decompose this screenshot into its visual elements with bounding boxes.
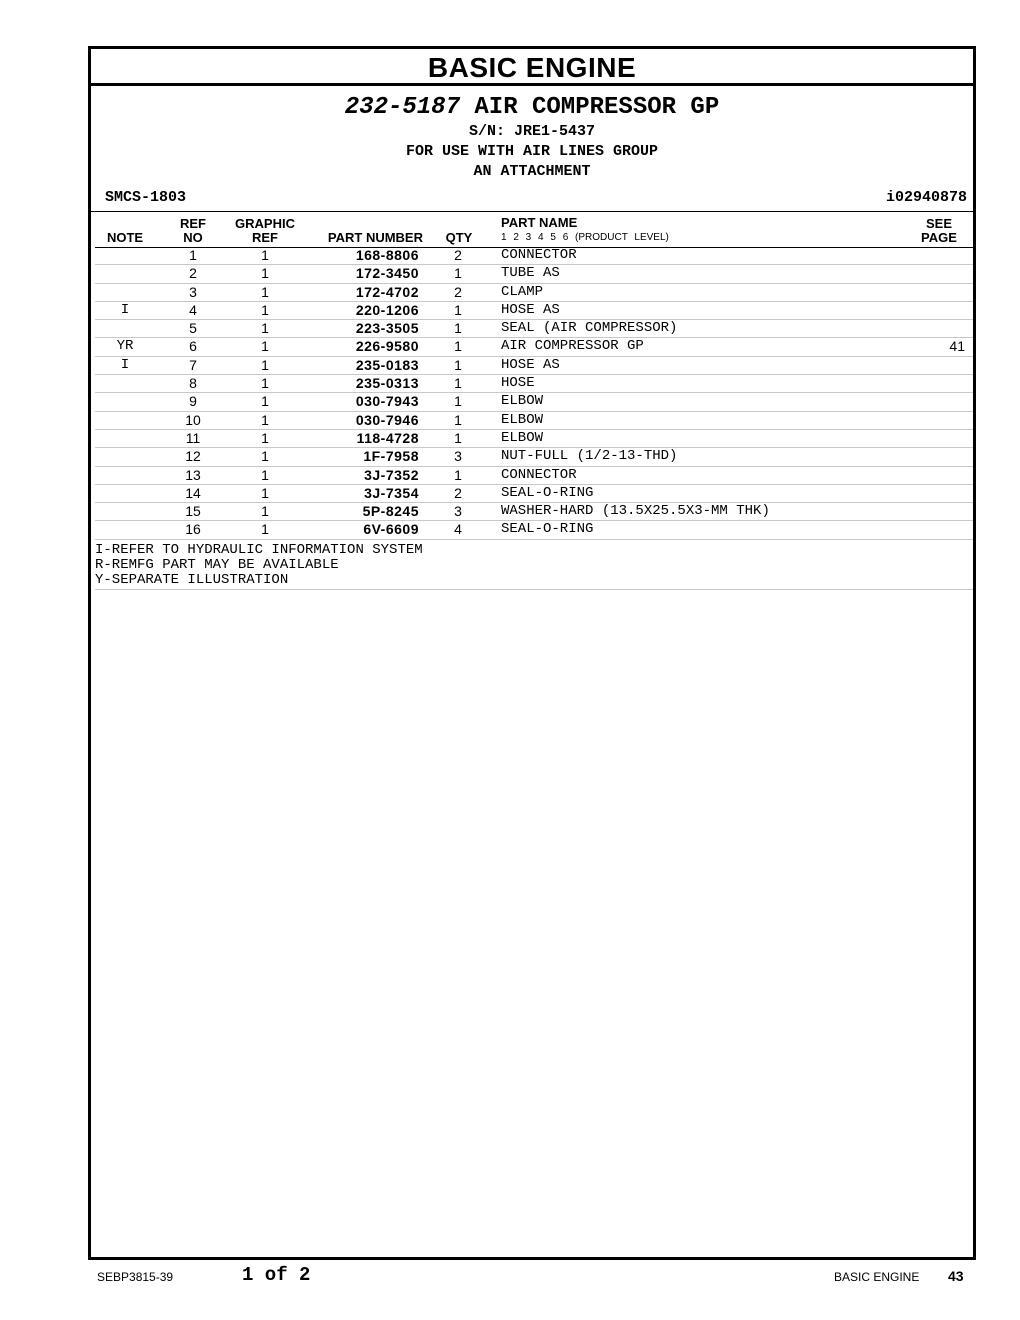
row-graphic-ref: 1 (261, 393, 269, 410)
illustration-id: i02940878 (885, 189, 967, 206)
row-qty: 3 (454, 503, 462, 520)
row-graphic-ref: 1 (261, 429, 269, 446)
parts-page-frame (88, 46, 976, 1260)
row-qty: 1 (454, 411, 462, 428)
row-part-number: 3J-7352 (364, 466, 419, 483)
table-row (95, 430, 973, 448)
group-title (91, 94, 973, 122)
row-part-name: CONNECTOR (501, 247, 577, 263)
use-line: FOR USE WITH AIR LINES GROUP (405, 143, 659, 160)
row-qty: 1 (454, 375, 462, 392)
row-ref-no: 13 (185, 466, 201, 483)
row-part-name: SEAL-O-RING (501, 484, 594, 501)
row-ref-no: 5 (189, 320, 197, 337)
col-note: NOTE (106, 230, 144, 245)
row-part-number: 172-3450 (355, 265, 419, 282)
row-part-name: ELBOW (501, 411, 544, 428)
group-part-number: 232-5187 (344, 94, 460, 121)
footer-doc-id: SEBP3815-39 (97, 1270, 174, 1284)
row-part-number: 220-1206 (355, 301, 419, 318)
row-graphic-ref: 1 (261, 448, 269, 465)
group-header (91, 94, 973, 182)
row-graphic-ref: 1 (261, 265, 269, 282)
row-part-name: AIR COMPRESSOR GP (501, 338, 644, 355)
col-see-page: SEE PAGE (921, 216, 957, 245)
row-part-name: HOSE (501, 375, 535, 392)
row-graphic-ref: 1 (261, 320, 269, 337)
row-part-number: 235-0313 (355, 375, 419, 392)
row-part-number: 168-8806 (355, 247, 419, 263)
row-ref-no: 1 (189, 247, 197, 263)
table-row (95, 485, 973, 503)
table-row (95, 302, 973, 320)
row-qty: 1 (454, 429, 462, 446)
col-qty: QTY (445, 230, 473, 245)
row-ref-no: 15 (185, 503, 201, 520)
row-ref-no: 3 (189, 283, 197, 300)
row-part-number: 3J-7354 (364, 484, 419, 501)
row-ref-no: 7 (189, 356, 197, 373)
attachment-line: AN ATTACHMENT (473, 163, 591, 180)
row-part-number: 6V-6609 (363, 521, 419, 538)
note-line: I-REFER TO HYDRAULIC INFORMATION SYSTEM (95, 542, 423, 558)
footer-section: BASIC ENGINE (834, 1270, 920, 1284)
row-note: YR (116, 338, 134, 355)
row-part-number: 223-3505 (355, 320, 419, 337)
row-graphic-ref: 1 (261, 356, 269, 373)
row-qty: 2 (454, 283, 462, 300)
section-title: BASIC ENGINE (91, 49, 973, 86)
row-ref-no: 11 (185, 429, 201, 446)
row-ref-no: 8 (189, 375, 197, 392)
row-part-number: 5P-8245 (362, 503, 419, 520)
row-graphic-ref: 1 (261, 503, 269, 520)
table-row (95, 338, 973, 356)
row-qty: 1 (454, 466, 462, 483)
row-part-number: 118-4728 (356, 429, 419, 446)
table-row (95, 247, 973, 265)
row-ref-no: 2 (189, 265, 197, 282)
row-graphic-ref: 1 (261, 521, 269, 538)
table-row (95, 467, 973, 485)
row-qty: 1 (454, 393, 462, 410)
table-row (95, 448, 973, 466)
notes-legend (95, 543, 973, 590)
row-qty: 1 (454, 356, 462, 373)
product-levels: 1 2 3 4 5 6 (PRODUCT LEVEL) (501, 232, 669, 243)
col-ref-no: REF NO (180, 216, 206, 245)
table-row (95, 521, 973, 539)
row-qty: 2 (454, 484, 462, 501)
row-qty: 1 (454, 338, 462, 355)
row-part-name: CLAMP (501, 283, 544, 300)
table-row (95, 393, 973, 411)
row-graphic-ref: 1 (261, 338, 269, 355)
table-row (95, 265, 973, 283)
row-part-name: WASHER-HARD (13.5X25.5X3-MM THK) (501, 503, 770, 520)
row-note: I (120, 356, 130, 373)
footer-page-of: 1 of 2 (242, 1264, 311, 1286)
note-line: Y-SEPARATE ILLUSTRATION (95, 572, 289, 588)
row-part-number: 030-7946 (355, 411, 419, 428)
row-part-name: TUBE AS (501, 265, 560, 282)
table-row (95, 412, 973, 430)
header-divider (91, 211, 973, 212)
row-ref-no: 16 (185, 521, 201, 538)
row-graphic-ref: 1 (261, 375, 269, 392)
note-line: R-REMFG PART MAY BE AVAILABLE (95, 557, 339, 573)
row-part-name: ELBOW (501, 429, 544, 446)
col-graphic-ref: GRAPHIC REF (235, 216, 295, 245)
row-part-name: CONNECTOR (501, 466, 577, 483)
row-ref-no: 6 (189, 338, 197, 355)
row-ref-no: 9 (189, 393, 197, 410)
row-qty: 4 (454, 521, 462, 538)
col-part-name: PART NAME (501, 215, 578, 230)
table-row (95, 375, 973, 393)
col-part-number: PART NUMBER (327, 230, 423, 245)
row-part-number: 235-0183 (355, 356, 419, 373)
serial-number: S/N: JRE1-5437 (468, 123, 596, 140)
row-part-name: SEAL (AIR COMPRESSOR) (501, 320, 678, 337)
row-qty: 1 (454, 320, 462, 337)
row-part-number: 226-9580 (355, 338, 419, 355)
group-name: AIR COMPRESSOR GP (474, 94, 720, 121)
row-ref-no: 10 (185, 411, 201, 428)
row-part-name: HOSE AS (501, 356, 560, 373)
table-row (95, 357, 973, 375)
row-qty: 2 (454, 247, 462, 263)
row-graphic-ref: 1 (261, 247, 269, 263)
row-ref-no: 12 (185, 448, 201, 465)
row-ref-no: 14 (185, 484, 201, 501)
row-qty: 1 (454, 265, 462, 282)
row-part-number: 1F-7958 (363, 448, 419, 465)
parts-table (95, 247, 973, 540)
footer-page-number: 43 (948, 1268, 964, 1284)
row-part-name: ELBOW (501, 393, 544, 410)
table-row (95, 320, 973, 338)
row-part-number: 172-4702 (355, 283, 419, 300)
row-qty: 1 (454, 301, 462, 318)
table-row (95, 284, 973, 302)
row-ref-no: 4 (189, 301, 197, 318)
row-graphic-ref: 1 (261, 484, 269, 501)
row-graphic-ref: 1 (261, 411, 269, 428)
smcs-code: SMCS-1803 (105, 189, 187, 206)
row-qty: 3 (454, 448, 462, 465)
row-part-number: 030-7943 (355, 393, 419, 410)
row-part-name: HOSE AS (501, 301, 560, 318)
row-graphic-ref: 1 (261, 301, 269, 318)
row-part-name: NUT-FULL (1/2-13-THD) (501, 448, 678, 465)
row-graphic-ref: 1 (261, 466, 269, 483)
row-graphic-ref: 1 (261, 283, 269, 300)
row-note: I (120, 301, 130, 318)
table-row (95, 503, 973, 521)
row-part-name: SEAL-O-RING (501, 521, 594, 538)
row-see-page: 41 (949, 338, 965, 355)
